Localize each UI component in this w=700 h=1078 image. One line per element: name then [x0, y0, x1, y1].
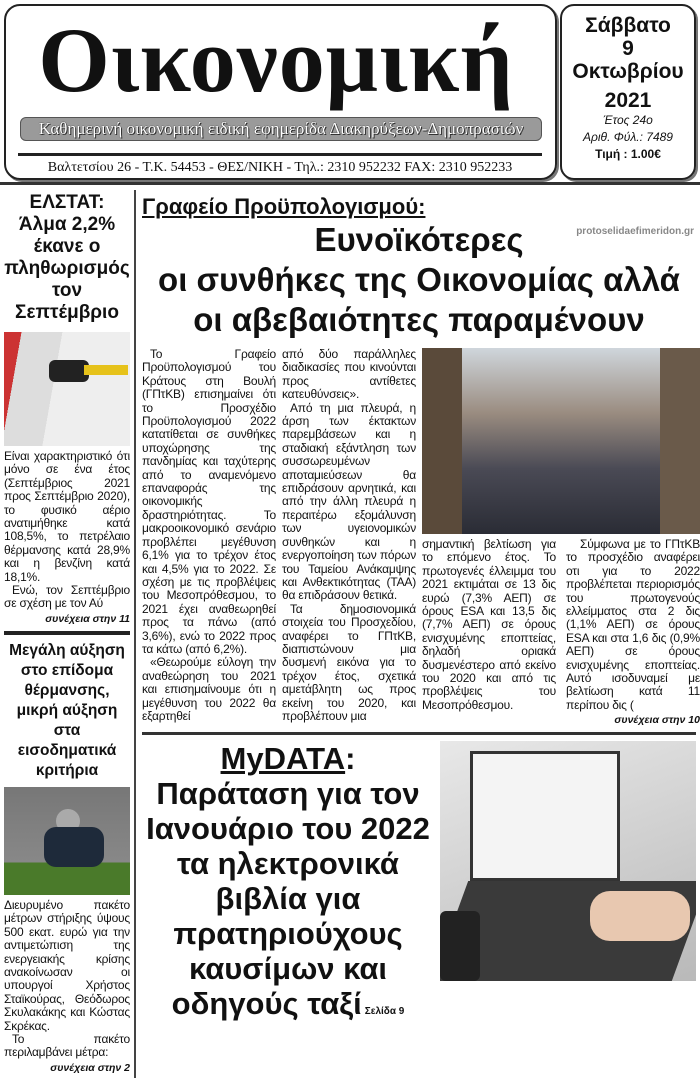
article-text: Διευρυμένο πακέτο μέτρων στήριξης ύψους 500 εκατ. ευρώ για την αντιμετώπιση της ενεργειακής κρίσης ανακοίνωσαν οι υπουργοί Χρήστος Σταϊκούρας, Θεόδωρος Σκυλακάκης και Κώστας Σκρέκας. — [4, 897, 130, 1033]
address: Βαλτετσίου 26 - Τ.Κ. 54453 - ΘΕΣ/ΝΙΚΗ - Τηλ.: 2310 952232 FAX: 2310 952233 — [47, 160, 513, 175]
crowd-street-photo — [422, 348, 700, 534]
headline-line: οι συνθήκες της Οικονομίας αλλά — [158, 261, 680, 298]
main-headline[interactable] — [142, 220, 696, 340]
continued-link[interactable]: συνέχεια στην 11 — [45, 612, 130, 625]
day: Σάββατο — [585, 14, 671, 37]
divider — [18, 153, 542, 156]
photo-and-columns — [422, 348, 700, 726]
header — [0, 0, 700, 186]
photo-columns — [422, 538, 700, 726]
headline-line: οι αβεβαιότητες παραμένουν — [193, 301, 645, 338]
article-text: σημαντική βελτίωση για το επόμενο έτος. Το πρωτογενές έλλειμμα του 2021 εκτιμάται σε 13 δις ευρώ (7,3% ΑΕΠ) σε όρους ESA και 13,5 δις (7,7% ΑΕΠ) σε όρους ενισχυμένης εποπτείας, δηλαδή οριακά δυσμενέστερο από εκείνο του 2020 και από τις προβλέψεις του Μεσοπρόθεσμου. — [422, 537, 556, 712]
article-text: Τα δημοσιονομικά στοιχεία του Προσχεδίου, αναφέρει το ΓΠτΚΒ, διαπιστώνουν μια δυσμενή εικόνα για το τρέχον έτος, σχετικά αμετάβλητη ως προς εκείνη του 2020, και προβλέπουν μια — [282, 601, 416, 723]
laptop-photo — [440, 741, 696, 981]
article-text: Το πακέτο περιλαμβάνει μέτρα: — [4, 1031, 130, 1060]
newspaper-subtitle: Καθημερινή οικονομική ειδική εφημερίδα Διακηρύξεων-Δημοπρασιών — [20, 117, 542, 141]
day-number: 9 — [622, 37, 634, 60]
main-column-3 — [422, 538, 556, 726]
mydata-headline[interactable] — [142, 741, 434, 1029]
watermark: protoselidaefimeridon.gr — [576, 226, 694, 237]
main-article-body — [142, 347, 700, 727]
page-reference[interactable]: Σελίδα 9 — [364, 1006, 405, 1018]
worker-photo — [4, 787, 130, 895]
article-text: Ενώ, τον Σεπτέμβριο σε σχέση με τον Αύ — [4, 583, 130, 611]
headline[interactable]: Μεγάλη αύξηση στο επίδομα θέρμανσης, μικρή αύξηση στα εισοδηματικά κριτήρια — [9, 641, 125, 779]
headline[interactable]: ΕΛΣΤΑΤ: Άλμα 2,2% έκανε ο πληθωρισμός τον Σεπτέμβριο — [4, 192, 130, 323]
masthead — [4, 4, 557, 180]
price: Τιμή : 1.00€ — [595, 147, 661, 161]
divider — [0, 182, 700, 185]
main-column-1 — [142, 348, 276, 726]
headline-text: : Παράταση για τον Ιανουάριο του 2022 τα ηλεκτρονικά βιβλία για πρατηριούχους καυσίμων και οδηγούς ταξί — [146, 741, 430, 1022]
main-column — [136, 190, 700, 1078]
main-column-2 — [282, 348, 416, 726]
article-inflation[interactable] — [4, 192, 130, 625]
divider — [142, 732, 696, 735]
date-box — [560, 4, 696, 180]
main-column-4 — [566, 538, 700, 726]
article-text: Από τη μια πλευρά, η άρση των έκτακτων παρεμβάσεων και η σταδιακή εξάντληση των συσσωρευμένων αποταμιεύσεων θα επιδράσουν αρνητικά, και από την άλλη πλευρά η περαιτέρω εξομάλυνση των υγειονομικών συνθηκών και η ενεργοποίηση των πόρων του Ταμείου Ανάκαμψης και Ανθεκτικότητας (ΤΑΑ) θα επιδράσουν θετικά. — [282, 400, 416, 603]
article-text: «Θεωρούμε εύλογη την αναθεώρηση του 2021 και επισημαίνουμε ότι η μεγέθυνση του 2022 θα εξαρτηθεί — [142, 655, 276, 723]
continued-link[interactable]: συνέχεια στην 2 — [50, 1061, 130, 1074]
continued-link[interactable]: συνέχεια στην 10 — [614, 714, 700, 727]
left-column — [0, 190, 136, 1078]
main-headline-area — [142, 220, 696, 340]
headline-kicker: MyDATA — [220, 741, 346, 777]
issue-number: Αριθ. Φύλ.: 7489 — [583, 130, 673, 144]
article-text: Είναι χαρακτηριστικό ότι μόνο σε ένα έτος (Σεπτέμβριος 2021 προς Σεπτέμβριο 2020), το φυσικό αέριο ανατιμήθηκε κατά 108,5%, το πετρέλαιο θέρμανσης κατά 28,9% και η βενζίνη κατά 18,1%. — [4, 449, 130, 584]
article-text: Το Γραφείο Προϋπολογισμού του Κράτους στη Βουλή (ΓΠτΚΒ) επισημαίνει ότι το Προσχέδιο Προϋπολογισμού 2022 κατατίθεται σε συνθήκες υποχώρησης της πανδημίας και ταχύτερης από το αναμενόμενο επαναφοράς της οικονομικής δραστηριότητας. Το μακροοικονομικό σενάριο προβλέπει μεγέθυνση 6,1% για το τρέχον έτος και 4,5% για το 2022. Σε σχέση με τις προβλέψεις του Μεσοπρόθεσμου, το 2021 έχει αναθεωρηθεί προς τα πάνω (από 3,6%), ενώ το 2022 προς τα κάτω (από 6,2%). — [142, 347, 276, 656]
year: 2021 — [604, 89, 652, 112]
fuel-pump-photo — [4, 332, 130, 446]
page-content — [0, 186, 700, 1078]
main-kicker[interactable]: Γραφείο Προϋπολογισμού: — [142, 194, 426, 219]
article-heating-allowance[interactable] — [4, 641, 130, 1074]
mydata-article — [142, 741, 696, 1029]
divider — [4, 631, 130, 635]
month: Οκτωβρίου — [572, 60, 684, 83]
article-text: Σύμφωνα με το ΓΠτΚΒ το προσχέδιο αναφέρει οτι για το 2022 προβλέπεται περιορισμός του πρωτογενούς ελλείμματος στα 2 δις (1,1% ΑΕΠ) σε όρους ESA και στα 1,6 δις (0,9% ΑΕΠ) σε όρους ενισχυμένης εποπτείας. Αυτό ισοδυναμεί με βελτίωση κατά 11 περίπου δις ( — [566, 537, 700, 712]
headline-line: Ευνοϊκότερες — [314, 221, 524, 258]
volume: Έτος 24ο — [603, 113, 653, 127]
newspaper-title: Οικονομική — [38, 9, 514, 111]
article-text: από δύο παράλληλες διαδικασίες που κινούνται προς αντίθετες κατευθύνσεις». — [282, 347, 416, 402]
